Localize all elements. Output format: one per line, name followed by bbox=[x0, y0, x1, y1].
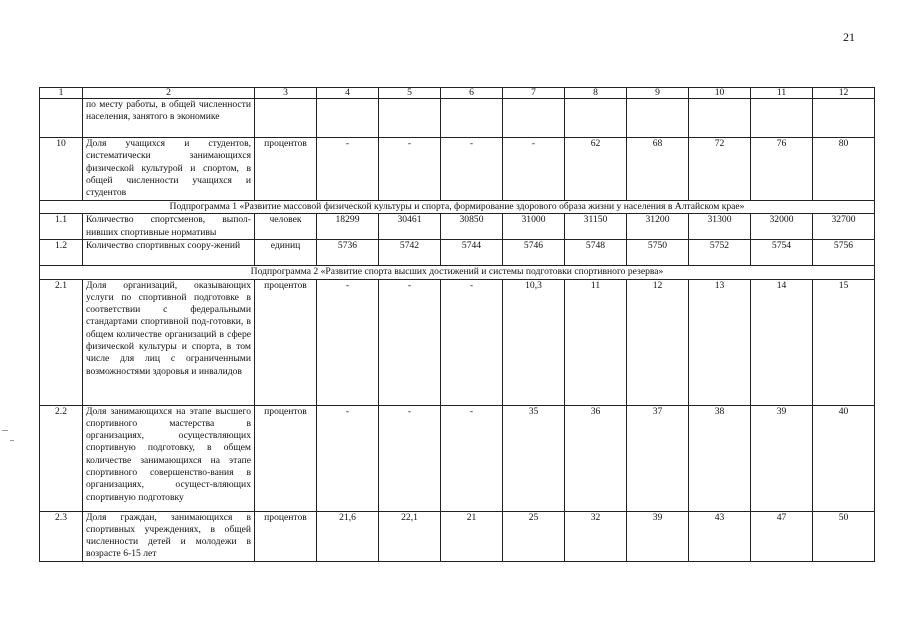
value-cell: 43 bbox=[689, 511, 751, 561]
value-cell: 5754 bbox=[751, 240, 813, 266]
indicator-name: Доля учащихся и студентов, систематически занимающихся физической культурой и спортом, в общей численности учащихся и студентов bbox=[83, 138, 255, 201]
value-cell: 5746 bbox=[503, 240, 565, 266]
value-cell: - bbox=[317, 405, 379, 511]
row-number: 1.1 bbox=[40, 214, 83, 240]
value-cell: - bbox=[317, 279, 379, 405]
value-cell: 32 bbox=[565, 511, 627, 561]
subprogram-row bbox=[40, 201, 875, 214]
row-number: 2.2 bbox=[40, 405, 83, 511]
value-cell: 39 bbox=[751, 405, 813, 511]
column-header: 5 bbox=[379, 88, 441, 99]
value-cell: 76 bbox=[751, 138, 813, 201]
table-row bbox=[40, 99, 875, 138]
value-cell: - bbox=[441, 138, 503, 201]
unit-cell: процентов bbox=[255, 279, 317, 405]
value-cell: 38 bbox=[689, 405, 751, 511]
column-header: 2 bbox=[83, 88, 255, 99]
value-cell: 68 bbox=[627, 138, 689, 201]
header-row bbox=[40, 88, 875, 99]
value-cell: 5744 bbox=[441, 240, 503, 266]
value-cell: 5752 bbox=[689, 240, 751, 266]
value-cell bbox=[751, 99, 813, 138]
row-number: 1.2 bbox=[40, 240, 83, 266]
value-cell: 40 bbox=[813, 405, 875, 511]
unit-cell bbox=[255, 99, 317, 138]
value-cell: 18299 bbox=[317, 214, 379, 240]
value-cell: - bbox=[379, 279, 441, 405]
indicator-name: Доля организаций, оказывающих услуги по спортивной подготовке в соответствии с федеральными стандартами спортивной под-готовки, в общем количестве организаций в сфере физической культуры и спорта, в том числе для лиц с ограниченными возможностями здоровья и инвалидов bbox=[83, 279, 255, 405]
column-header: 1 bbox=[40, 88, 83, 99]
indicator-name: Доля граждан, занимающихся в спортивных учреждениях, в общей численности детей и молодежи в возрасте 6-15 лет bbox=[83, 511, 255, 561]
table-row bbox=[40, 138, 875, 201]
value-cell: - bbox=[379, 405, 441, 511]
value-cell: 30461 bbox=[379, 214, 441, 240]
row-number: 2.1 bbox=[40, 279, 83, 405]
unit-cell: процентов bbox=[255, 138, 317, 201]
column-header: 4 bbox=[317, 88, 379, 99]
column-header: 10 bbox=[689, 88, 751, 99]
value-cell bbox=[627, 99, 689, 138]
value-cell bbox=[813, 99, 875, 138]
value-cell: - bbox=[441, 405, 503, 511]
value-cell: 36 bbox=[565, 405, 627, 511]
value-cell: 14 bbox=[751, 279, 813, 405]
unit-cell: процентов bbox=[255, 405, 317, 511]
value-cell: 37 bbox=[627, 405, 689, 511]
subprogram-title: Подпрограмма 1 «Развитие массовой физической культуры и спорта, формирование здорового образа жизни у населения в Алтайском крае» bbox=[40, 201, 875, 214]
value-cell: - bbox=[503, 138, 565, 201]
value-cell: - bbox=[379, 138, 441, 201]
subprogram-title: Подпрограмма 2 «Развитие спорта высших достижений и системы подготовки спортивного резерва» bbox=[40, 266, 875, 279]
value-cell: 80 bbox=[813, 138, 875, 201]
indicator-name: Доля занимающихся на этапе высшего спортивного мастерства в организациях, осуществляющих спортивную подготовку, в общем количестве занимающихся на этапе спортивного совершенство-вания в организациях, осущест-вляющих спортивную подготовку bbox=[83, 405, 255, 511]
indicator-name: по месту работы, в общей численности населения, занятого в экономике bbox=[83, 99, 255, 138]
value-cell: 31300 bbox=[689, 214, 751, 240]
value-cell bbox=[565, 99, 627, 138]
indicator-name: Количество спортивных соору-жений bbox=[83, 240, 255, 266]
column-header: 11 bbox=[751, 88, 813, 99]
scan-artifact-mark bbox=[2, 430, 8, 431]
value-cell: - bbox=[317, 138, 379, 201]
value-cell bbox=[317, 99, 379, 138]
value-cell: 32700 bbox=[813, 214, 875, 240]
row-number bbox=[40, 99, 83, 138]
column-header: 3 bbox=[255, 88, 317, 99]
table-row bbox=[40, 279, 875, 405]
value-cell: 5748 bbox=[565, 240, 627, 266]
value-cell: 35 bbox=[503, 405, 565, 511]
indicators-table bbox=[39, 87, 875, 562]
value-cell: 50 bbox=[813, 511, 875, 561]
value-cell: 15 bbox=[813, 279, 875, 405]
value-cell bbox=[503, 99, 565, 138]
table-row bbox=[40, 405, 875, 511]
value-cell: 21,6 bbox=[317, 511, 379, 561]
table-row bbox=[40, 214, 875, 240]
column-header: 7 bbox=[503, 88, 565, 99]
value-cell: - bbox=[441, 279, 503, 405]
unit-cell: единиц bbox=[255, 240, 317, 266]
value-cell: 72 bbox=[689, 138, 751, 201]
value-cell: 32000 bbox=[751, 214, 813, 240]
value-cell bbox=[441, 99, 503, 138]
unit-cell: человек bbox=[255, 214, 317, 240]
value-cell: 47 bbox=[751, 511, 813, 561]
column-header: 6 bbox=[441, 88, 503, 99]
row-number: 2.3 bbox=[40, 511, 83, 561]
value-cell bbox=[689, 99, 751, 138]
row-number: 10 bbox=[40, 138, 83, 201]
value-cell: 31000 bbox=[503, 214, 565, 240]
table-row bbox=[40, 240, 875, 266]
value-cell: 5736 bbox=[317, 240, 379, 266]
value-cell: 11 bbox=[565, 279, 627, 405]
value-cell: 25 bbox=[503, 511, 565, 561]
value-cell: 39 bbox=[627, 511, 689, 561]
page-number: 21 bbox=[843, 30, 855, 44]
value-cell: 12 bbox=[627, 279, 689, 405]
column-header: 12 bbox=[813, 88, 875, 99]
value-cell: 13 bbox=[689, 279, 751, 405]
value-cell: 5756 bbox=[813, 240, 875, 266]
value-cell: 22,1 bbox=[379, 511, 441, 561]
table-body bbox=[40, 88, 875, 562]
value-cell: 31150 bbox=[565, 214, 627, 240]
value-cell: 31200 bbox=[627, 214, 689, 240]
value-cell: 5742 bbox=[379, 240, 441, 266]
value-cell: 62 bbox=[565, 138, 627, 201]
subprogram-row bbox=[40, 266, 875, 279]
value-cell: 10,3 bbox=[503, 279, 565, 405]
value-cell: 30850 bbox=[441, 214, 503, 240]
value-cell: 5750 bbox=[627, 240, 689, 266]
column-header: 8 bbox=[565, 88, 627, 99]
table-row bbox=[40, 511, 875, 561]
value-cell bbox=[379, 99, 441, 138]
column-header: 9 bbox=[627, 88, 689, 99]
unit-cell: процентов bbox=[255, 511, 317, 561]
value-cell: 21 bbox=[441, 511, 503, 561]
indicator-name: Количество спортсменов, выпол-нивших спортивные нормативы bbox=[83, 214, 255, 240]
scan-artifact-mark bbox=[10, 440, 14, 441]
